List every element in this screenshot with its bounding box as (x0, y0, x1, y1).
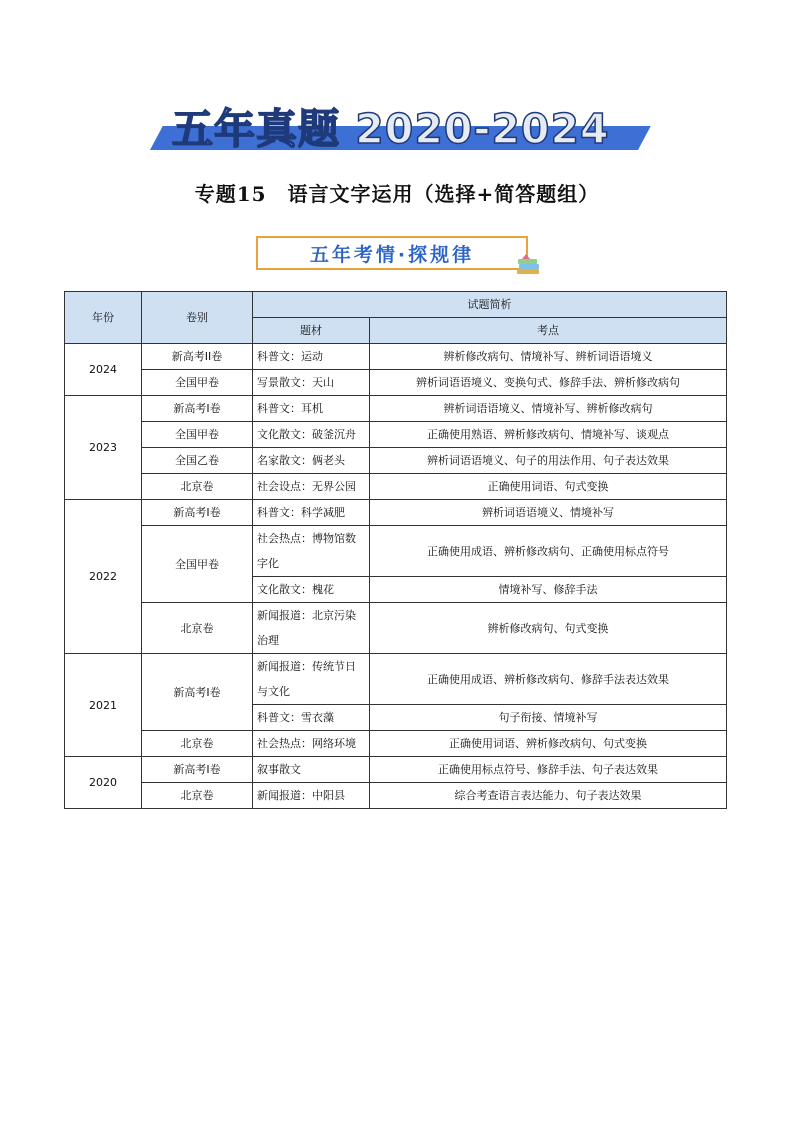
paper-cell: 新高考Ⅰ卷 (142, 757, 253, 783)
table-body (65, 344, 727, 809)
points-cell: 辨析修改病句、情境补写、辨析词语语境义 (370, 344, 727, 370)
header-analysis: 试题简析 (253, 292, 727, 318)
points-cell: 辨析词语语境义、句子的用法作用、句子表达效果 (370, 448, 727, 474)
paper-cell: 新高考Ⅰ卷 (142, 654, 253, 731)
material-cell: 文化散文：破釜沉舟 (253, 422, 370, 448)
year-cell: 2024 (65, 344, 142, 396)
material-cell: 新闻报道：北京污染治理 (253, 603, 370, 654)
table-row (65, 448, 727, 474)
material-cell: 名家散文：俩老头 (253, 448, 370, 474)
material-cell: 科普文：耳机 (253, 396, 370, 422)
paper-cell: 新高考Ⅰ卷 (142, 500, 253, 526)
header-banner (150, 96, 638, 154)
section-badge-label: 五年考情·探规律 (309, 243, 475, 266)
material-cell: 科普文：运动 (253, 344, 370, 370)
table-row (65, 422, 727, 448)
header-points: 考点 (370, 318, 727, 344)
table-row (65, 370, 727, 396)
paper-cell: 全国乙卷 (142, 448, 253, 474)
material-cell: 文化散文：槐花 (253, 577, 370, 603)
material-cell: 社会热点：网络环境 (253, 731, 370, 757)
material-cell: 社会设点：无界公园 (253, 474, 370, 500)
header-material: 题材 (253, 318, 370, 344)
paper-cell: 全国甲卷 (142, 526, 253, 603)
year-cell: 2022 (65, 500, 142, 654)
material-cell: 社会热点：博物馆数字化 (253, 526, 370, 577)
paper-cell: 北京卷 (142, 474, 253, 500)
table-row (65, 526, 727, 577)
paper-cell: 新高考II卷 (142, 344, 253, 370)
points-cell: 正确使用词语、句式变换 (370, 474, 727, 500)
material-cell: 叙事散文 (253, 757, 370, 783)
material-cell: 新闻报道：传统节日与文化 (253, 654, 370, 705)
points-cell: 正确使用熟语、辨析修改病句、情境补写、谈观点 (370, 422, 727, 448)
table-row (65, 500, 727, 526)
points-cell: 正确使用成语、辨析修改病句、正确使用标点符号 (370, 526, 727, 577)
paper-cell: 北京卷 (142, 783, 253, 809)
points-cell: 辨析修改病句、句式变换 (370, 603, 727, 654)
points-cell: 辨析词语语境义、情境补写、辨析修改病句 (370, 396, 727, 422)
table-row (65, 757, 727, 783)
table-row (65, 344, 727, 370)
points-cell: 辨析词语语境义、变换句式、修辞手法、辨析修改病句 (370, 370, 727, 396)
points-cell: 正确使用词语、辨析修改病句、句式变换 (370, 731, 727, 757)
table-row (65, 731, 727, 757)
material-cell: 新闻报道：中阳县 (253, 783, 370, 809)
exam-analysis-table (64, 291, 727, 809)
year-cell: 2021 (65, 654, 142, 757)
header-paper: 卷别 (142, 292, 253, 344)
paper-cell: 北京卷 (142, 603, 253, 654)
points-cell: 辨析词语语境义、情境补写 (370, 500, 727, 526)
document-title: 专题15 语言文字运用（选择+简答题组） (194, 182, 600, 206)
material-cell: 科普文：科学减肥 (253, 500, 370, 526)
paper-cell: 全国甲卷 (142, 422, 253, 448)
section-badge (256, 236, 528, 270)
table-row (65, 603, 727, 654)
paper-cell: 全国甲卷 (142, 370, 253, 396)
table-row (65, 783, 727, 809)
material-cell: 写景散文：天山 (253, 370, 370, 396)
table-header-row (65, 292, 727, 318)
points-cell: 正确使用标点符号、修辞手法、句子表达效果 (370, 757, 727, 783)
paper-cell: 北京卷 (142, 731, 253, 757)
material-cell: 科普文：雪衣藻 (253, 705, 370, 731)
books-icon (514, 254, 542, 276)
table-row (65, 474, 727, 500)
paper-cell: 新高考Ⅰ卷 (142, 396, 253, 422)
points-cell: 情境补写、修辞手法 (370, 577, 727, 603)
points-cell: 正确使用成语、辨析修改病句、修辞手法表达效果 (370, 654, 727, 705)
points-cell: 句子衔接、情境补写 (370, 705, 727, 731)
year-cell: 2023 (65, 396, 142, 500)
header-year: 年份 (65, 292, 142, 344)
table-row (65, 654, 727, 705)
banner-title: 五年真题 2020-2024 (172, 105, 610, 153)
points-cell: 综合考查语言表达能力、句子表达效果 (370, 783, 727, 809)
year-cell: 2020 (65, 757, 142, 809)
table-row (65, 396, 727, 422)
